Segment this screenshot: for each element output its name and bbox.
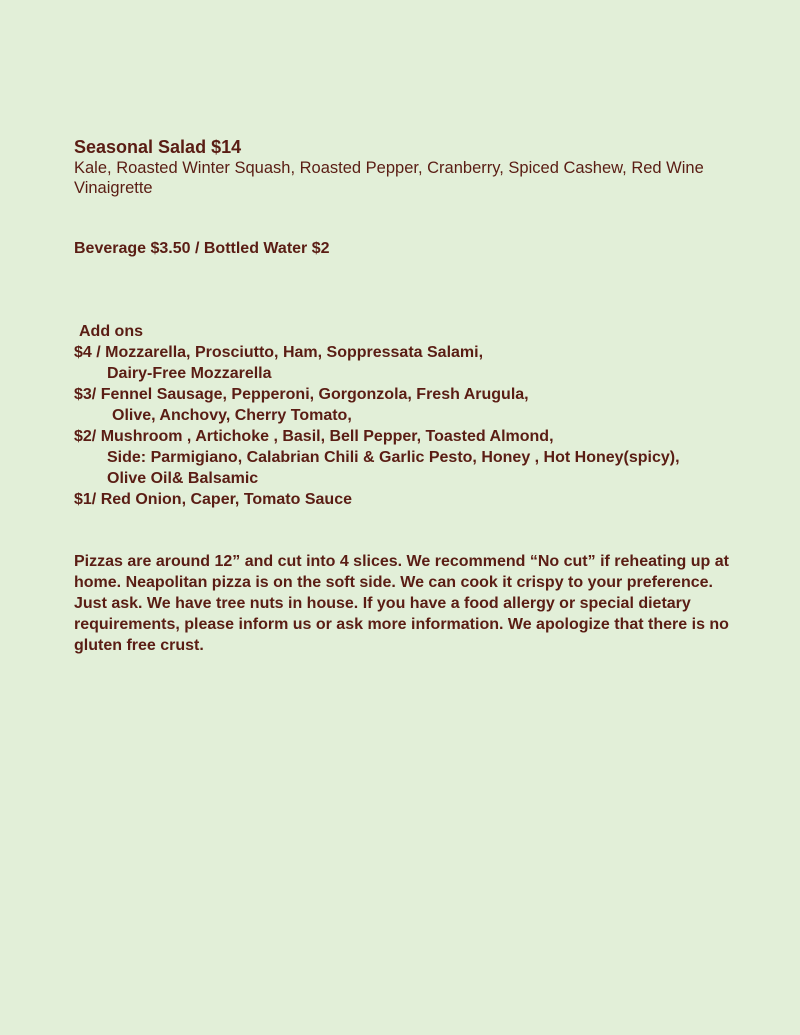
pizza-notice: Pizzas are around 12” and cut into 4 slices. We recommend “No cut” if reheating up at home. Neapolitan pizza is on the soft side. We can cook it crispy to your preference. Just ask. We have tree nuts in house. If you have a food allergy or special dietary requirements, please inform us or ask more information. We apologize that there is no gluten free crust. (74, 553, 729, 654)
addons-section (74, 321, 764, 510)
addon-line-2-dollar: $2/ Mushroom , Artichoke , Basil, Bell Pepper, Toasted Almond, (74, 428, 554, 445)
salad-description: Kale, Roasted Winter Squash, Roasted Pepper, Cranberry, Spiced Cashew, Red Wine Vinaigrette (74, 159, 704, 197)
beverage-line: Beverage $3.50 / Bottled Water $2 (74, 240, 330, 257)
addon-line-4-dollar: $4 / Mozzarella, Prosciutto, Ham, Soppressata Salami, (74, 344, 484, 361)
addon-line-side: Side: Parmigiano, Calabrian Chili & Garlic Pesto, Honey , Hot Honey(spicy), (107, 449, 680, 466)
addon-line-4-dollar-cont: Dairy-Free Mozzarella (107, 365, 272, 382)
addon-line-3-dollar-cont: Olive, Anchovy, Cherry Tomato, (112, 407, 352, 424)
addon-line-3-dollar: $3/ Fennel Sausage, Pepperoni, Gorgonzola, Fresh Arugula, (74, 386, 529, 403)
addon-line-1-dollar: $1/ Red Onion, Caper, Tomato Sauce (74, 491, 352, 508)
salad-title: Seasonal Salad $14 (74, 137, 242, 157)
addon-line-side-cont: Olive Oil& Balsamic (107, 470, 259, 487)
addons-heading: Add ons (79, 323, 143, 340)
